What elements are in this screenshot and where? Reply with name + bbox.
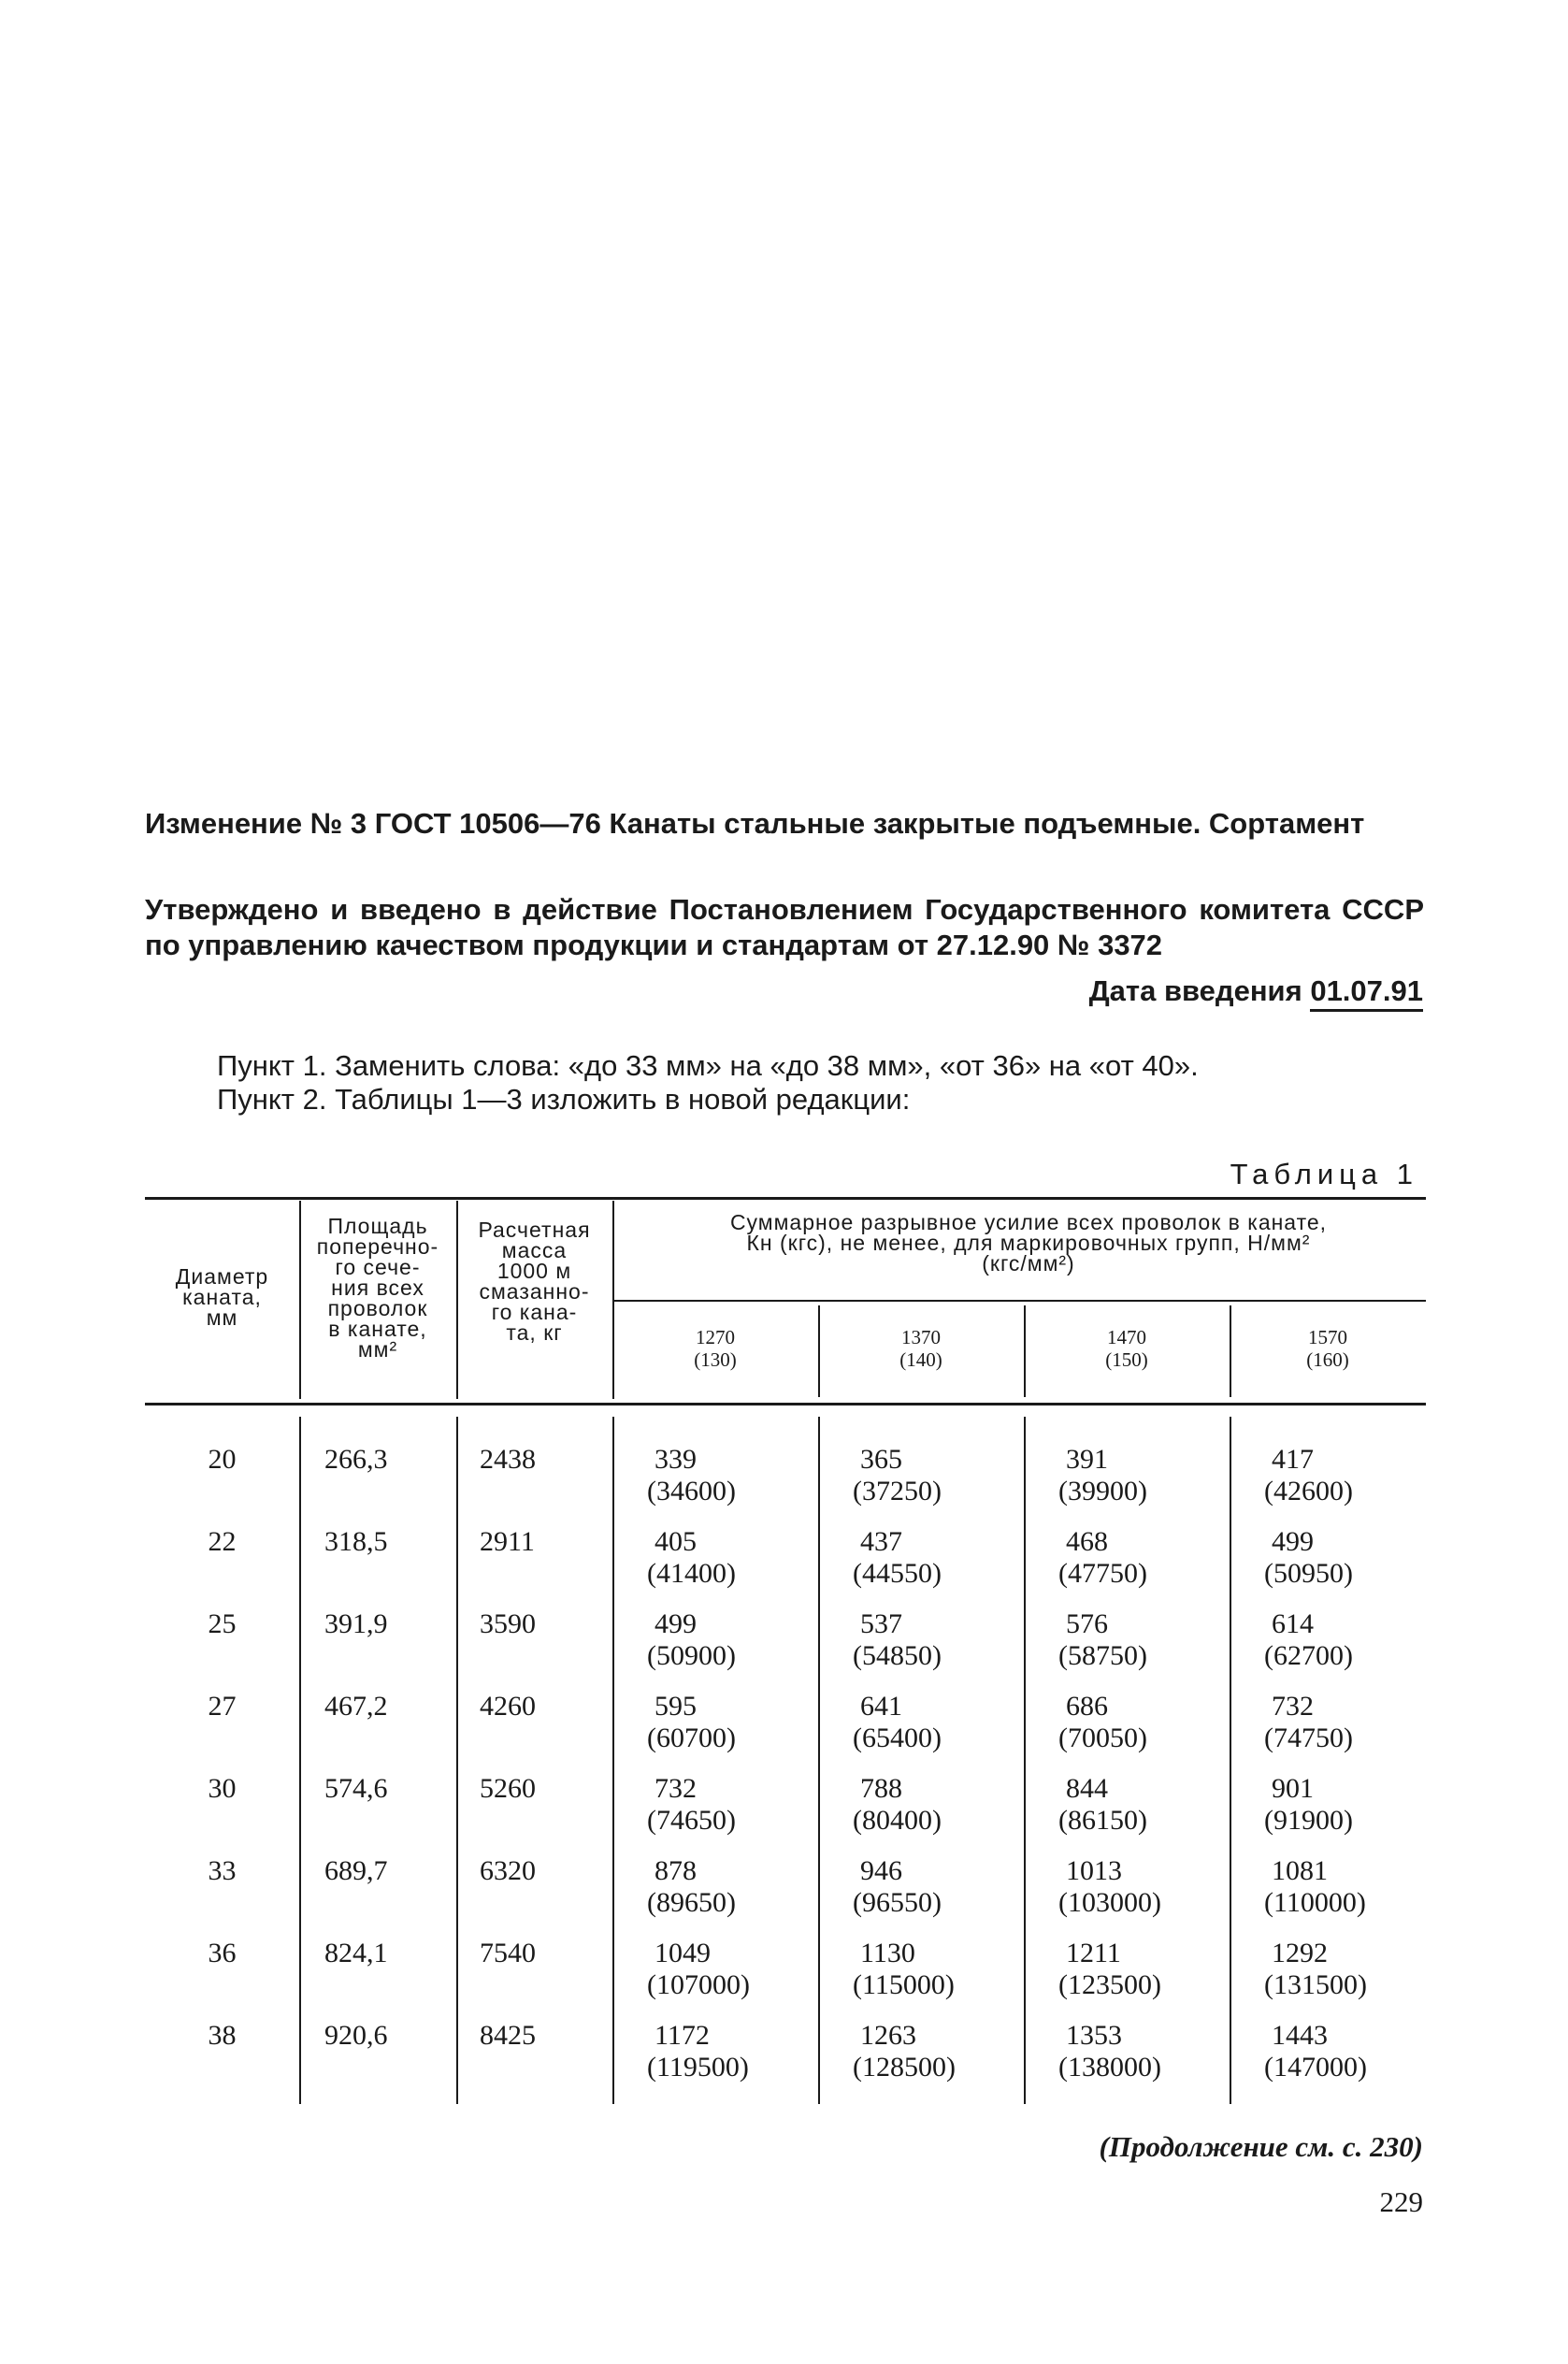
header-mass: го кана- <box>491 1300 578 1324</box>
table-cell-force-kgf: (47750) <box>1058 1558 1147 1589</box>
table-cell-force-kn: 576 <box>1066 1608 1108 1639</box>
header-mass: смазанно- <box>479 1279 590 1304</box>
header-group-value: 1570 <box>1308 1326 1347 1348</box>
header-area: проволок <box>327 1296 428 1320</box>
table-cell-force-kn: 365 <box>860 1444 902 1475</box>
header-group-kgf: (150) <box>1105 1348 1148 1371</box>
header-diameter: Диаметр <box>175 1264 269 1289</box>
point-2-text: Пункт 2. Таблицы 1—3 изложить в новой редакции: <box>217 1083 911 1116</box>
table-cell-force-kn: 1049 <box>655 1938 711 1968</box>
table-cell-area: 266,3 <box>324 1444 388 1475</box>
table-cell-force-kgf: (103000) <box>1058 1887 1161 1918</box>
header-diameter: каната, <box>182 1285 262 1309</box>
intro-date <box>1089 974 1423 1008</box>
table-cell-force-kgf: (115000) <box>853 1969 955 2000</box>
table-cell-force-kgf: (131500) <box>1264 1969 1367 2000</box>
header-diameter: мм <box>206 1305 238 1330</box>
table-cell-force-kn: 1081 <box>1272 1855 1328 1886</box>
table-cell-force-kn: 686 <box>1066 1691 1108 1722</box>
header-mass: 1000 м <box>496 1259 572 1283</box>
table-cell-area: 318,5 <box>324 1526 388 1557</box>
table-cell-force-kgf: (138000) <box>1058 2052 1161 2083</box>
header-group-kgf: (160) <box>1306 1348 1349 1371</box>
table-cell-force-kgf: (34600) <box>647 1476 736 1506</box>
body-col-divider <box>818 1417 820 2104</box>
table-cell-diameter: 22 <box>208 1526 237 1557</box>
table-cell-force-kgf: (50950) <box>1264 1558 1353 1589</box>
table-cell-force-kgf: (54850) <box>853 1640 942 1671</box>
table-cell-diameter: 33 <box>208 1855 237 1886</box>
header-force: Кн (кгс), не менее, для маркировочных групп, Н/мм² <box>746 1231 1311 1255</box>
table-cell-mass: 5260 <box>480 1773 536 1804</box>
page-number: 229 <box>1379 2185 1423 2218</box>
table-cell-force-kgf: (74750) <box>1264 1723 1353 1753</box>
table-caption: Таблица 1 <box>1230 1158 1418 1190</box>
table-cell-mass: 8425 <box>480 2020 536 2051</box>
table-cell-mass: 4260 <box>480 1691 536 1722</box>
table-cell-force-kn: 732 <box>1272 1691 1314 1722</box>
table-cell-force-kn: 878 <box>655 1855 697 1886</box>
table-cell-force-kgf: (128500) <box>853 2052 956 2083</box>
table-cell-force-kgf: (44550) <box>853 1558 942 1589</box>
continuation-note: (Продолжение см. с. 230) <box>1099 2130 1423 2163</box>
table-top-rule <box>145 1197 1426 1200</box>
body-col-divider <box>1230 1417 1231 2104</box>
table-cell-force-kn: 1292 <box>1272 1938 1328 1968</box>
change-title: Изменение № 3 ГОСТ 10506—76 Канаты стальные закрытые подъемные. Сортамент <box>145 807 1365 840</box>
table-cell-diameter: 36 <box>208 1938 237 1968</box>
table-cell-force-kn: 1353 <box>1066 2020 1122 2051</box>
header-area: в канате, <box>328 1317 427 1341</box>
table-cell-force-kgf: (39900) <box>1058 1476 1147 1506</box>
header-mass: Расчетная <box>478 1218 591 1242</box>
table-cell-force-kn: 417 <box>1272 1444 1314 1475</box>
table-cell-area: 467,2 <box>324 1691 388 1722</box>
table-cell-force-kn: 405 <box>655 1526 697 1557</box>
table-cell-area: 920,6 <box>324 2020 388 2051</box>
table-cell-area: 824,1 <box>324 1938 388 1968</box>
table-header-bottom-rule <box>145 1403 1426 1405</box>
table-cell-area: 391,9 <box>324 1608 388 1639</box>
table-cell-force-kgf: (107000) <box>647 1969 750 2000</box>
table-cell-mass: 3590 <box>480 1608 536 1639</box>
table-cell-area: 574,6 <box>324 1773 388 1804</box>
header-mass: масса <box>501 1238 568 1262</box>
header-area: поперечно- <box>316 1234 439 1259</box>
table-cell-force-kn: 595 <box>655 1691 697 1722</box>
body-col-divider <box>299 1417 301 2104</box>
table-cell-force-kn: 1211 <box>1066 1938 1121 1968</box>
table-cell-force-kn: 1443 <box>1272 2020 1328 2051</box>
table-cell-force-kgf: (41400) <box>647 1558 736 1589</box>
table-cell-force-kgf: (86150) <box>1058 1805 1147 1836</box>
header-area: ния всех <box>331 1276 424 1300</box>
header-area: мм² <box>357 1337 398 1362</box>
table-cell-force-kgf: (50900) <box>647 1640 736 1671</box>
table-cell-force-kgf: (58750) <box>1058 1640 1147 1671</box>
approval-statement: Утверждено и введено в действие Постановлением Государственного комитета СССР по управлению качеством продукции и стандартам от 27.12.90 № 3372 <box>145 893 1424 961</box>
header-group-kgf: (130) <box>694 1348 737 1371</box>
table-cell-force-kgf: (62700) <box>1264 1640 1353 1671</box>
table-cell-force-kn: 788 <box>860 1773 902 1804</box>
table-cell-force-kgf: (119500) <box>647 2052 749 2083</box>
table-cell-diameter: 38 <box>208 2020 237 2051</box>
table-cell-force-kn: 1263 <box>860 2020 916 2051</box>
table-cell-force-kn: 1172 <box>655 2020 710 2051</box>
table-cell-force-kn: 499 <box>655 1608 697 1639</box>
table-cell-force-kgf: (60700) <box>647 1723 736 1753</box>
table-cell-force-kgf: (147000) <box>1264 2052 1367 2083</box>
table-cell-force-kgf: (123500) <box>1058 1969 1161 2000</box>
table-cell-force-kn: 537 <box>860 1608 902 1639</box>
header-group-value: 1470 <box>1107 1326 1146 1348</box>
table-cell-force-kn: 614 <box>1272 1608 1314 1639</box>
table-cell-diameter: 30 <box>208 1773 237 1804</box>
table-cell-area: 689,7 <box>324 1855 388 1886</box>
table-cell-force-kgf: (80400) <box>853 1805 942 1836</box>
table-cell-diameter: 20 <box>208 1444 237 1475</box>
header-force: (кгс/мм²) <box>982 1251 1075 1276</box>
table-cell-force-kn: 499 <box>1272 1526 1314 1557</box>
table-cell-force-kn: 437 <box>860 1526 902 1557</box>
table-cell-force-kn: 641 <box>860 1691 902 1722</box>
point-1-text: Пункт 1. Заменить слова: «до 33 мм» на «до 38 мм», «от 36» на «от 40». <box>217 1049 1199 1082</box>
table-cell-mass: 2438 <box>480 1444 536 1475</box>
body-col-divider <box>1024 1417 1026 2104</box>
header-area: Площадь <box>327 1214 428 1238</box>
table-cell-force-kgf: (110000) <box>1264 1887 1366 1918</box>
table-cell-force-kgf: (89650) <box>647 1887 736 1918</box>
body-col-divider <box>612 1417 614 2104</box>
table-cell-force-kgf: (42600) <box>1264 1476 1353 1506</box>
intro-date-label: Дата введения <box>1088 974 1302 1007</box>
table-cell-force-kn: 844 <box>1066 1773 1108 1804</box>
header-area: го сече- <box>335 1255 421 1279</box>
table-header-split-rule <box>612 1300 1426 1302</box>
header-mass: та, кг <box>506 1320 563 1345</box>
table-cell-force-kn: 1130 <box>860 1938 915 1968</box>
table-cell-force-kgf: (37250) <box>853 1476 942 1506</box>
table-cell-mass: 7540 <box>480 1938 536 1968</box>
table-cell-force-kgf: (70050) <box>1058 1723 1147 1753</box>
intro-date-value: 01.07.91 <box>1310 974 1423 1012</box>
table-cell-force-kgf: (74650) <box>647 1805 736 1836</box>
table-cell-mass: 2911 <box>480 1526 535 1557</box>
table-cell-force-kn: 901 <box>1272 1773 1314 1804</box>
table-cell-force-kn: 732 <box>655 1773 697 1804</box>
table-cell-force-kn: 946 <box>860 1855 902 1886</box>
header-group-value: 1270 <box>696 1326 735 1348</box>
table-cell-diameter: 25 <box>208 1608 237 1639</box>
table-cell-force-kn: 468 <box>1066 1526 1108 1557</box>
table-cell-mass: 6320 <box>480 1855 536 1886</box>
header-group-value: 1370 <box>901 1326 941 1348</box>
table-cell-force-kn: 339 <box>655 1444 697 1475</box>
table-cell-force-kgf: (96550) <box>853 1887 942 1918</box>
body-col-divider <box>456 1417 458 2104</box>
header-force: Суммарное разрывное усилие всех проволок в канате, <box>729 1210 1328 1234</box>
table-cell-force-kgf: (65400) <box>853 1723 942 1753</box>
header-group-kgf: (140) <box>899 1348 942 1371</box>
table-cell-force-kn: 391 <box>1066 1444 1108 1475</box>
table-cell-force-kgf: (91900) <box>1264 1805 1353 1836</box>
table-cell-force-kn: 1013 <box>1066 1855 1122 1886</box>
table-cell-diameter: 27 <box>208 1691 237 1722</box>
